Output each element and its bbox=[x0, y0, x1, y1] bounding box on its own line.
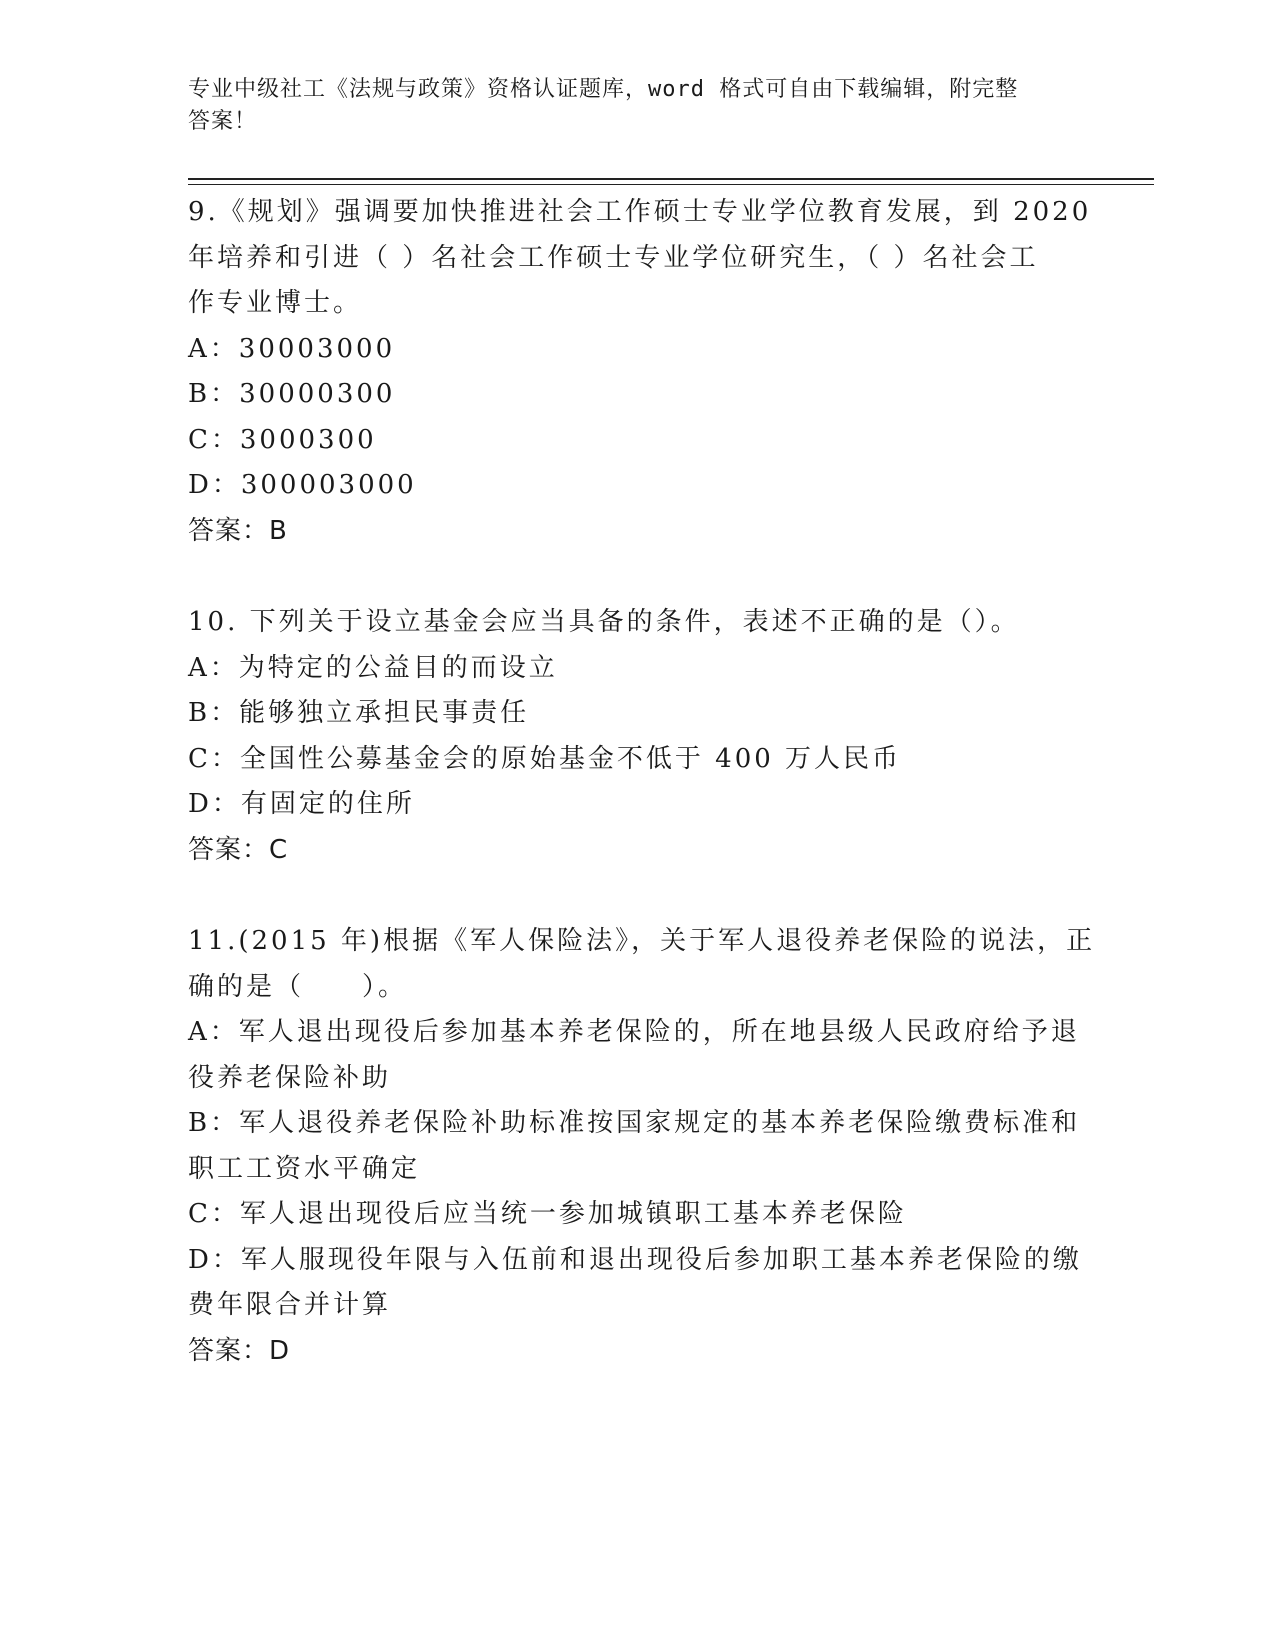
header-line: 答案！ bbox=[188, 109, 258, 134]
question-stem: 确的是（ ）。 bbox=[188, 971, 408, 1002]
question-block bbox=[188, 190, 1092, 554]
question-stem: 年培养和引进（ ）名社会工作硕士专业学位研究生，（ ）名社会工 bbox=[188, 242, 1039, 273]
option-b: B：军人退役养老保险补助标准按国家规定的基本养老保险缴费标准和 bbox=[188, 1108, 1081, 1138]
option-a: A：30003000 bbox=[188, 333, 396, 364]
question-block bbox=[188, 919, 1096, 1374]
question-block bbox=[188, 600, 1088, 873]
option-a: A：为特定的公益目的而设立 bbox=[188, 652, 558, 683]
spacer bbox=[188, 873, 1088, 919]
option-d: D：军人服现役年限与入伍前和退出现役后参加职工基本养老保险的缴 bbox=[188, 1244, 1082, 1275]
option-a-continued: 役养老保险补助 bbox=[188, 1062, 392, 1093]
option-d: D：300003000 bbox=[188, 470, 417, 500]
answer-label: 答案：C bbox=[188, 834, 289, 865]
option-b: B：能够独立承担民事责任 bbox=[188, 698, 530, 728]
document-header bbox=[188, 74, 1068, 138]
option-c: C：3000300 bbox=[188, 424, 377, 455]
option-b-continued: 职工工资水平确定 bbox=[188, 1153, 421, 1184]
option-d: D：有固定的住所 bbox=[188, 789, 415, 819]
question-stem: 作专业博士。 bbox=[188, 288, 363, 318]
question-stem: 9.《规划》强调要加快推进社会工作硕士专业学位教育发展，到 2020 bbox=[188, 197, 1092, 227]
option-a: A：军人退出现役后参加基本养老保险的，所在地县级人民政府给予退 bbox=[188, 1017, 1080, 1047]
option-d-continued: 费年限合并计算 bbox=[188, 1290, 392, 1320]
option-b: B：30000300 bbox=[188, 379, 396, 409]
question-stem: 11.(2015 年)根据《军人保险法》，关于军人退役养老保险的说法，正 bbox=[188, 926, 1096, 956]
answer-label: 答案：B bbox=[188, 515, 288, 546]
header-line: 专业中级社工《法规与政策》资格认证题库，word 格式可自由下载编辑，附完整 bbox=[188, 77, 1019, 102]
header-divider-thin bbox=[188, 184, 1154, 185]
option-c: C：军人退出现役后应当统一参加城镇职工基本养老保险 bbox=[188, 1199, 907, 1229]
question-stem: 10. 下列关于设立基金会应当具备的条件，表述不正确的是（）。 bbox=[188, 607, 1020, 637]
spacer bbox=[188, 554, 1088, 600]
header-divider bbox=[188, 178, 1154, 180]
answer-label: 答案：D bbox=[188, 1335, 291, 1366]
option-c: C：全国性公募基金会的原始基金不低于 400 万人民币 bbox=[188, 743, 902, 774]
question-list bbox=[188, 190, 1096, 1374]
